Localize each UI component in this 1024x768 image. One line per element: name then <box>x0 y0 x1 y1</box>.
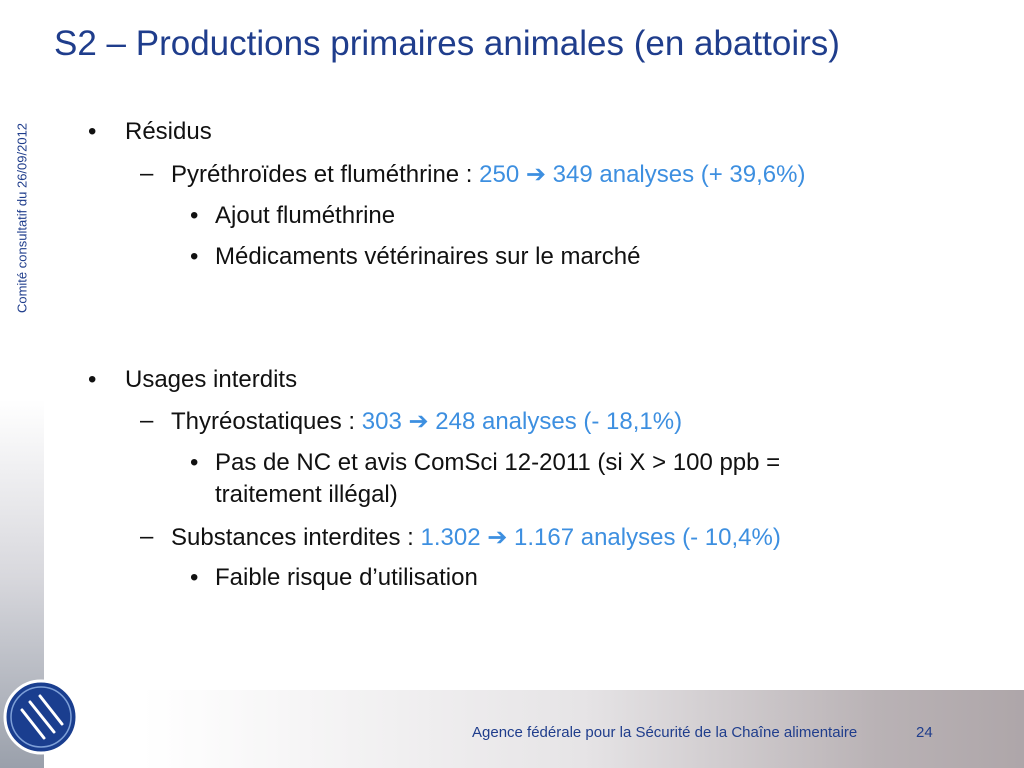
point-text: Ajout fluméthrine <box>215 202 396 229</box>
sub-item-text <box>171 407 682 436</box>
sub-item-label: Thyréostatiques : <box>171 408 356 435</box>
page-number: 24 <box>916 724 933 741</box>
point-text: Médicaments vétérinaires sur le marché <box>215 243 641 270</box>
bullet: • <box>88 118 97 145</box>
from-value: 303 <box>361 408 402 435</box>
agency-name: Agence fédérale pour la Sécurité de la Chaîne alimentaire <box>472 724 858 741</box>
point-text: Pas de NC et avis ComSci 12-2011 (si X > 100 ppb = <box>215 449 781 476</box>
item-label: Résidus <box>125 118 212 145</box>
point-text: traitement illégal) <box>215 481 398 508</box>
result-value: 1.167 analyses (- 10,4%) <box>514 524 781 551</box>
dash: – <box>140 160 154 187</box>
dash: – <box>140 407 154 434</box>
item-label: Usages interdits <box>125 366 298 393</box>
bullet: • <box>190 564 199 591</box>
result-value: 349 analyses (+ 39,6%) <box>552 161 806 188</box>
arrow-icon: ➔ <box>408 408 429 435</box>
sub-item-text <box>171 523 781 552</box>
from-value: 250 <box>479 161 520 188</box>
from-value: 1.302 <box>420 524 481 551</box>
sub-item-label: Pyréthroïdes et fluméthrine : <box>171 161 473 188</box>
left-sidebar <box>0 0 44 768</box>
bullet: • <box>190 202 199 229</box>
sub-item-text <box>171 160 805 189</box>
afsca-logo-icon <box>0 676 82 758</box>
slide-title: S2 – Productions primaires animales (en abattoirs) <box>54 24 840 63</box>
sub-item-label: Substances interdites : <box>171 524 414 551</box>
meeting-date-label: Comité consultatif du 26/09/2012 <box>14 122 30 314</box>
arrow-icon: ➔ <box>487 524 508 551</box>
bullet: • <box>190 449 199 476</box>
bullet: • <box>190 243 199 270</box>
bullet: • <box>88 366 97 393</box>
result-value: 248 analyses (- 18,1%) <box>435 408 683 435</box>
dash: – <box>140 523 154 550</box>
point-text: Faible risque d’utilisation <box>215 564 478 591</box>
arrow-icon: ➔ <box>525 161 546 188</box>
